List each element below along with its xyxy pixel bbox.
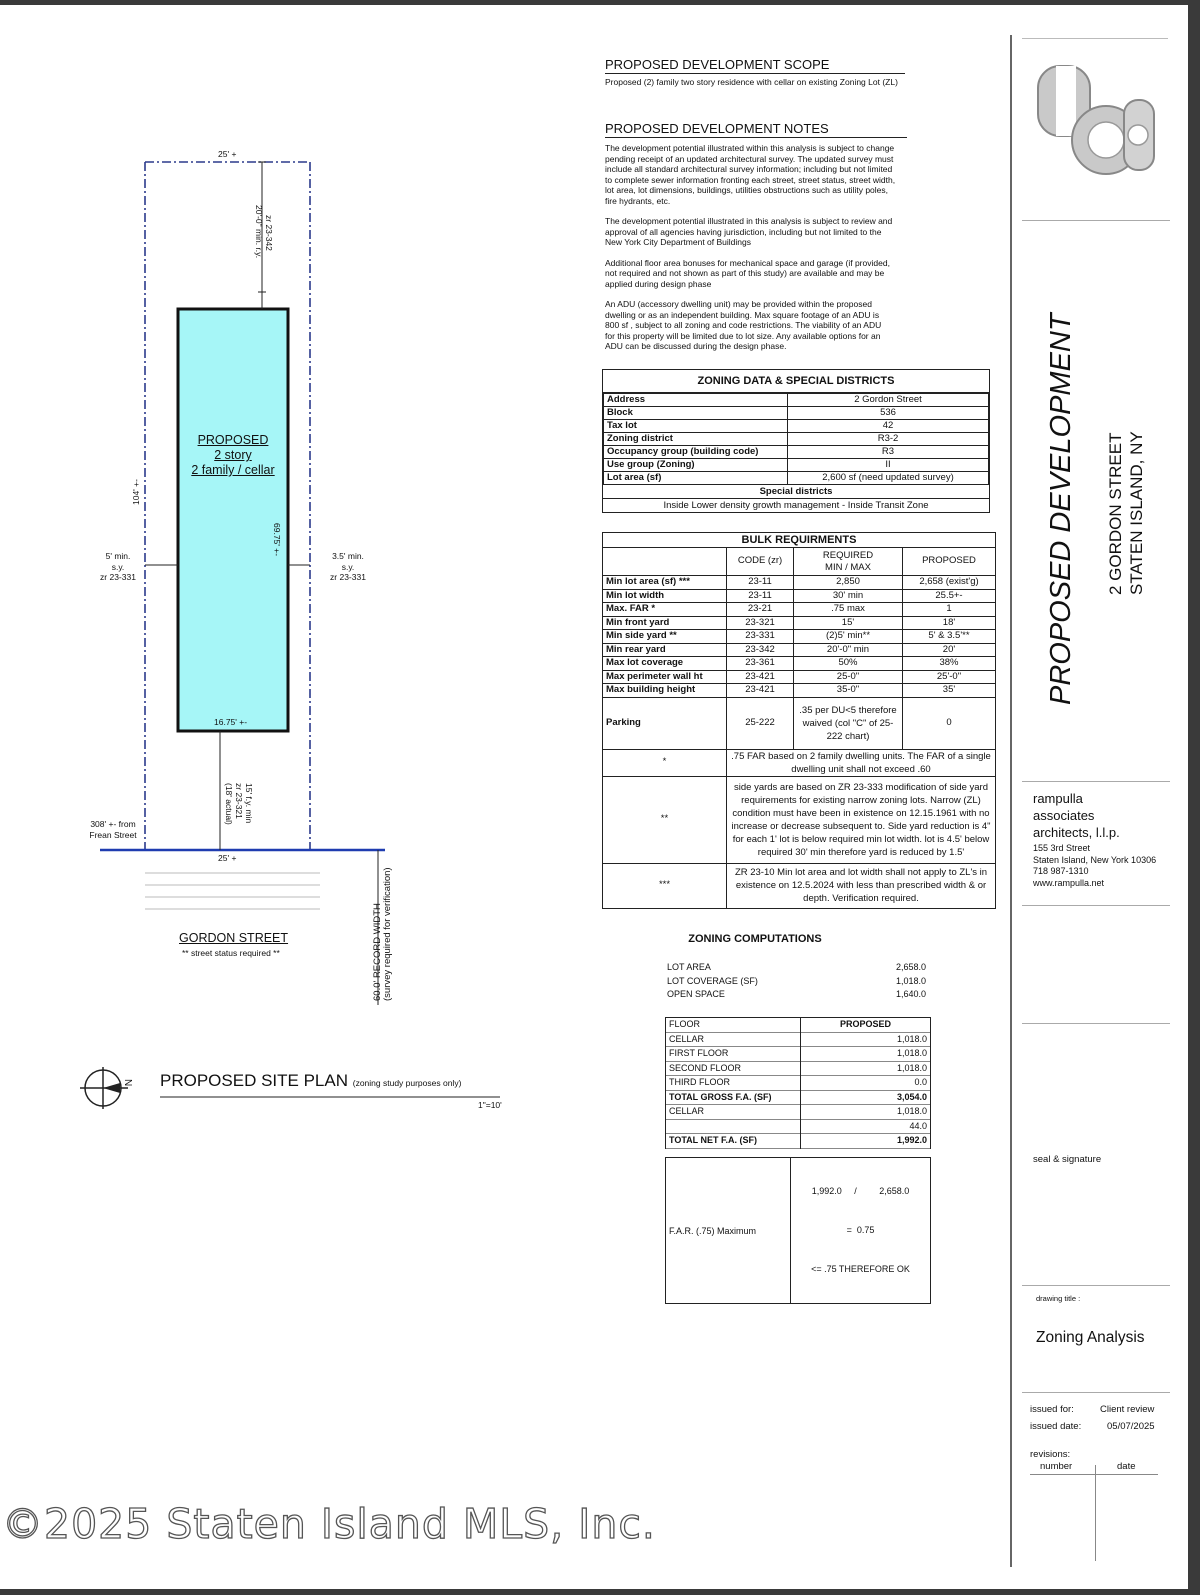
bulk-header-code: CODE (zr) (727, 548, 794, 576)
zoning-row-value: 2 Gordon Street (788, 394, 989, 407)
zoning-row (604, 433, 989, 446)
floor-row-value: 1,018.0 (801, 1047, 931, 1062)
note-3: Additional floor area bonuses for mechanical space and garage (if provided, not required and not shown as part of this study) are available and may be applied during design phase (605, 257, 890, 289)
street-name: GORDON STREET (179, 931, 289, 945)
zoning-row-label: Occupancy group (building code) (604, 446, 788, 459)
bulk-row (603, 616, 996, 630)
bulk-row-code: 23-361 (727, 657, 794, 671)
bulk-row (603, 603, 996, 617)
development-scope (605, 57, 905, 88)
bulk-note-row (603, 863, 996, 908)
building-depth-label: 69.75' +- (272, 523, 282, 557)
revisions-label: revisions: (1030, 1449, 1071, 1460)
floor-row (666, 1047, 931, 1062)
net-fa-label: TOTAL NET F.A. (SF) (666, 1134, 801, 1149)
revisions-date-header: date (1117, 1461, 1136, 1472)
floor-row-value: 1,018.0 (801, 1032, 931, 1047)
building-width-label: 16.75' +- (214, 717, 248, 727)
bulk-note-mark: * (603, 749, 727, 776)
firm-contact: 155 3rd Street Staten Island, New York 10306 718 987-1310 www.rampulla.net (1033, 843, 1157, 888)
bulk-row-code: 23-21 (727, 603, 794, 617)
zoning-row (604, 420, 989, 433)
site-plan-title: PROPOSED SITE PLAN (zoning study purposes only) (160, 1071, 462, 1090)
project-address (1105, 431, 1147, 595)
floor-row (666, 1076, 931, 1091)
bulk-row-label: Min rear yard (603, 643, 727, 657)
site-plan-subtitle: (zoning study purposes only) (352, 1078, 462, 1088)
zoning-row-value: R3 (788, 446, 989, 459)
zoning-row (604, 407, 989, 420)
zoning-row-label: Lot area (sf) (604, 472, 788, 485)
far-label: F.A.R. (.75) Maximum (666, 1158, 791, 1304)
special-districts-title: Special districts (603, 485, 989, 499)
bulk-row-code: 23-421 (727, 670, 794, 684)
zoning-row (604, 446, 989, 459)
north-label: N (122, 1079, 133, 1087)
bulk-row (603, 684, 996, 698)
zoning-row-value: 2,600 sf (need updated survey) (788, 472, 989, 485)
bottom-width-label: 25' + (218, 853, 237, 863)
title-block-border (1010, 35, 1012, 1567)
floor-area-table (665, 1017, 931, 1149)
firm-name: rampulla associates architects, l.l.p. (1033, 791, 1120, 840)
bulk-note-row (603, 776, 996, 863)
bulk-row-proposed: 25'-0" (903, 670, 996, 684)
bulk-note-mark: ** (603, 776, 727, 863)
zoning-row-value: II (788, 459, 989, 472)
bulk-row (603, 589, 996, 603)
street-status: ** street status required ** (182, 948, 280, 958)
issued-for-value: Client review (1100, 1404, 1155, 1415)
record-width-note: (survey required for verification) (382, 867, 393, 1001)
floor-row-value: 1,018.0 (801, 1061, 931, 1076)
bulk-row-label: Min side yard ** (603, 630, 727, 644)
bulk-row-required: 50% (794, 657, 903, 671)
lot-area-label: LOT AREA (667, 962, 711, 972)
firm-logo (1036, 60, 1161, 180)
gross-fa-value: 3,054.0 (801, 1090, 931, 1105)
zoning-row (604, 459, 989, 472)
bulk-row-label: Max building height (603, 684, 727, 698)
seal-signature-label: seal & signature (1033, 1154, 1102, 1165)
scope-text: Proposed (2) family two story residence with cellar on existing Zoning Lot (ZL) (605, 77, 898, 87)
bulk-row-code: 23-342 (727, 643, 794, 657)
building-label-3: 2 family / cellar (191, 463, 275, 477)
revisions-number-header: number (1040, 1461, 1073, 1472)
notes-title: PROPOSED DEVELOPMENT NOTES (605, 121, 907, 138)
zoning-row (604, 472, 989, 485)
building-label-2: 2 story (214, 448, 252, 462)
bulk-row-required: (2)5' min** (794, 630, 903, 644)
bulk-note-mark: *** (603, 863, 727, 908)
bulk-note-text: side yards are based on ZR 23-333 modification of side yard requirements for existing narrow zoning lots. Narrow (ZL) condition must have been in existence on 12.15.1961 with no increase or decrease subsequent to. Side yard reduction is 4" for each 1' lot is below required min lot width. lot is 4.5' below required 30' min therefore yard is reduced by 1.5' (727, 776, 996, 863)
floor-row-label: THIRD FLOOR (666, 1076, 801, 1091)
bulk-header-required: REQUIRED MIN / MAX (794, 548, 903, 576)
zoning-row-label: Use group (Zoning) (604, 459, 788, 472)
open-space-label: OPEN SPACE (667, 989, 725, 999)
bulk-row-label: Max. FAR * (603, 603, 727, 617)
bulk-row-required: 30' min (794, 589, 903, 603)
bulk-rows (603, 576, 996, 698)
bulk-row-code: 23-11 (727, 576, 794, 590)
rear-yard-zr-label: zr 23-342 (264, 215, 274, 251)
parking-label: Parking (603, 697, 727, 749)
bulk-row-proposed: 18' (903, 616, 996, 630)
bulk-row (603, 657, 996, 671)
bulk-row-label: Max perimeter wall ht (603, 670, 727, 684)
scope-title: PROPOSED DEVELOPMENT SCOPE (605, 57, 905, 74)
project-title: PROPOSED DEVELOPMENT (1045, 313, 1077, 705)
bulk-row-proposed: 35' (903, 684, 996, 698)
gross-fa-label: TOTAL GROSS F.A. (SF) (666, 1090, 801, 1105)
parking-code: 25-222 (727, 697, 794, 749)
lot-coverage-value: 1,018.0 (895, 975, 926, 986)
bulk-note-text: ZR 23-10 Min lot area and lot width shall not apply to ZL's in existence on 12.5.2024 with less than prescribed width & or depth. Verification required. (727, 863, 996, 908)
proposed-header: PROPOSED (801, 1018, 931, 1033)
bulk-requirements-table (602, 532, 996, 909)
cellar-deduct-value: 1,018.0 (801, 1105, 931, 1120)
bulk-row (603, 630, 996, 644)
note-2: The development potential illustrated in this analysis is subject to review and approval of all agencies having jurisdiction, including but not limited to the New York City Department of Buildings (605, 216, 893, 247)
zoning-title: ZONING DATA & SPECIAL DISTRICTS (603, 370, 989, 393)
building-label (178, 433, 288, 478)
bulk-row-proposed: 5' & 3.5'** (903, 630, 996, 644)
drawing-title: Zoning Analysis (1036, 1329, 1145, 1346)
computations-summary (664, 961, 929, 1002)
bulk-row-label: Min lot width (603, 589, 727, 603)
front-yard-label-2: zr 23-321 (234, 783, 244, 819)
zoning-row-value: 42 (788, 420, 989, 433)
bulk-row-proposed: 20' (903, 643, 996, 657)
note-1: The development potential illustrated within this analysis is subject to change pending receipt of an updated architectural survey. The updated survey must include all standard architectural survey information; including but not limited to complete sewer information fronting each street, street status, street width, lot area, lot dimensions, buildings, utilities obstructions such as utility poles, fire hydrants, etc. (605, 143, 896, 206)
bulk-row-required: 2,850 (794, 576, 903, 590)
bulk-row-code: 23-421 (727, 684, 794, 698)
open-space-value: 1,640.0 (895, 989, 926, 999)
bulk-row (603, 576, 996, 590)
bulk-row-required: .75 max (794, 603, 903, 617)
bulk-header-proposed: PROPOSED (903, 548, 996, 576)
floor-header: FLOOR (666, 1018, 801, 1033)
bulk-row-code: 23-331 (727, 630, 794, 644)
zoning-row-value: R3-2 (788, 433, 989, 446)
drawing-title-label: drawing title : (1036, 1294, 1081, 1303)
bulk-row-required: 25-0" (794, 670, 903, 684)
floor-row (666, 1032, 931, 1047)
front-yard-label-1: 15' f.y. min (244, 783, 254, 824)
bulk-row-required: 35-0" (794, 684, 903, 698)
site-plan-scale: 1"=10' (478, 1100, 502, 1110)
zoning-row-label: Block (604, 407, 788, 420)
issued-date-value: 05/07/2025 (1107, 1421, 1155, 1432)
lot-area-value: 2,658.0 (895, 962, 926, 972)
floor-row-label: FIRST FLOOR (666, 1047, 801, 1062)
bulk-row (603, 643, 996, 657)
floor-row (666, 1061, 931, 1076)
top-width-label: 25' + (218, 149, 237, 159)
parking-required: .35 per DU<5 therefore waived (col "C" of 25-222 chart) (794, 697, 903, 749)
watermark: ©2025 Staten Island MLS, Inc. (2, 1500, 656, 1548)
proposed-building (178, 309, 288, 731)
development-notes (605, 121, 907, 352)
left-side-yard-label: 5' min. s.y. zr 23-331 (100, 551, 136, 582)
rear-yard-label: 20'-0" min. r.y. (254, 205, 264, 259)
zoning-row-value: 536 (788, 407, 989, 420)
bulk-row-label: Min lot area (sf) *** (603, 576, 727, 590)
front-yard-label-3: (18' actual) (224, 783, 234, 825)
bulk-row-proposed: 25.5+- (903, 589, 996, 603)
computations-title: ZONING COMPUTATIONS (688, 933, 822, 945)
zoning-row-label: Zoning district (604, 433, 788, 446)
floor-row-label: CELLAR (666, 1032, 801, 1047)
bulk-row-required: 20'-0" min (794, 643, 903, 657)
bulk-row-proposed: 1 (903, 603, 996, 617)
parking-proposed: 0 (903, 697, 996, 749)
net-fa-value: 1,992.0 (801, 1134, 931, 1149)
distance-from-street-label: 308' +- from Frean Street (89, 819, 137, 840)
floor-row-label: SECOND FLOOR (666, 1061, 801, 1076)
bulk-note-row (603, 749, 996, 776)
far-table (665, 1157, 931, 1304)
bulk-row-label: Min front yard (603, 616, 727, 630)
zoning-row (604, 394, 989, 407)
special-districts-value: Inside Lower density growth management - Inside Transit Zone (663, 500, 929, 511)
zoning-data-table (602, 369, 990, 513)
building-label-1: PROPOSED (197, 433, 269, 447)
far-calc: 1,992.0 / 2,658.0 = 0.75 <= .75 THEREFORE OK (811, 1186, 910, 1274)
bulk-row-code: 23-321 (727, 616, 794, 630)
address-line-2: STATEN ISLAND, NY (1127, 431, 1146, 595)
bulk-row-proposed: 2,658 (exist'g) (903, 576, 996, 590)
lot-coverage-label: LOT COVERAGE (SF) (667, 975, 758, 986)
cellar-deduct-label: CELLAR (666, 1105, 801, 1120)
bulk-row-label: Max lot coverage (603, 657, 727, 671)
bulk-row-proposed: 38% (903, 657, 996, 671)
lot-depth-label: 104' +- (131, 479, 141, 505)
bulk-notes (603, 749, 996, 908)
bulk-row-code: 23-11 (727, 589, 794, 603)
record-width-label: 60.0' RECORD WIDTH (372, 903, 383, 1001)
bulk-row (603, 670, 996, 684)
right-side-yard-label: 3.5' min. s.y. zr 23-331 (330, 551, 366, 582)
zoning-row-label: Address (604, 394, 788, 407)
address-line-1: 2 GORDON STREET (1106, 432, 1125, 595)
floor-row-value: 0.0 (801, 1076, 931, 1091)
zoning-rows (603, 393, 989, 485)
bulk-title: BULK REQUIRMENTS (603, 533, 996, 548)
bulk-note-text: .75 FAR based on 2 family dwelling units. The FAR of a single dwelling unit shall not exceed .60 (727, 749, 996, 776)
bulk-row-required: 15' (794, 616, 903, 630)
deduct-other-value: 44.0 (801, 1119, 931, 1134)
issued-block: issued for: Client review issued date: 05/07/2025 (1030, 1404, 1155, 1432)
zoning-row-label: Tax lot (604, 420, 788, 433)
note-4: An ADU (accessory dwelling unit) may be provided within the proposed dwelling or as an independent building. Max square footage of an ADU is 800 sf , subject to all zoning and code restrictions. The viability of an ADU for this property will be limited due to lot size. Any available options for an ADU can be discussed during the design phase. (605, 299, 882, 351)
